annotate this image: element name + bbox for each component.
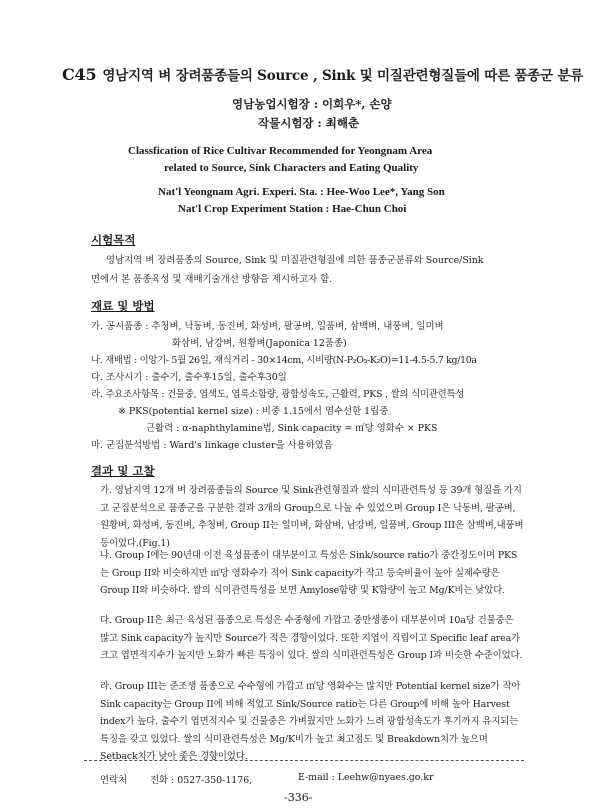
paper-title: [62, 64, 583, 84]
heading-results: 결과 및 고찰: [91, 464, 155, 478]
author-en-1: Nat'l Yeongnam Agri. Experi. Sta. : Hee-Woo Lee*, Yang Son: [158, 186, 445, 198]
materials-line-6: ※ PKS(potential kernel size) : 비중 1.15에서 염수선한 1립중: [118, 406, 389, 417]
heading-materials: 재료 및 방법: [91, 299, 155, 313]
contact-label: 연락처: [100, 775, 128, 786]
results-paragraph-4: 라. Group III는 준조생 품종으로 수수형에 가깝고 ㎡당 영화수는 많지만 Potential kernel size가 작아 Sink capacity는 Group II에 비해 적었고 Sink/Source ratio는 다른 Group에 비해 높아 Harvest index가 높다. 출수기 엽면적지수 및 건물중은 가벼웠지만 노화가 느려 광합성속도가 후기까지 유지되는 특징을 갖고 있었다. 쌀의 식미관련특성은 Mg/K비가 높고 최고점도 및 Breakdown치가 높으며 Setback치가 낮아 좋은 경향이었다.: [100, 681, 521, 762]
results-paragraph-1: 가. 영남지역 12개 벼 장려품종들의 Source 및 Sink관련형질과 쌀의 식미관련특성 등 39개 형질을 가지고 군집분석으로 품종군을 구분한 결과 3개의 Group으로 나눌 수 있었으며 Group I은 낙동벼, 팔공벼, 원황벼, 화성벼, 동진벼, 추청벼, Group II는 일미벼, 화삼벼, 남강벼, 일품벼, Group III은 삼백벼,내풍벼 등이었다.(Fig.1): [100, 485, 524, 549]
contact-phone: 전화 : 0527-350-1176,: [150, 775, 253, 786]
title-text: 영남지역 벼 장려품종들의 Source , Sink 및 미질관련형질들에 따른 품종군 분류: [102, 68, 584, 84]
contact-email: E-mail : Leehw@nyaes.go.kr: [298, 772, 434, 783]
materials-line-7: 근활력 : α-naphthylamine법, Sink capacity = ㎡당 영화수 × PKS: [146, 423, 438, 434]
results-paragraph-2: 나. Group I에는 90년대 이전 육성품종이 대부분이고 특성은 Sink/source ratio가 중간정도이며 PKS는 Group II와 비슷하지만 ㎡당 영화수가 적어 Sink capacity가 작고 등숙비율이 높아 실제수량은 Group II와 비슷하다. 쌀의 식미관련특성을 보면 Amylose함량 및 K함량이 높고 Mg/K비는 낮았다.: [100, 550, 518, 596]
materials-line-2: 화삼벼, 남강벼, 원황벼(Japonica 12품종): [172, 338, 347, 349]
author-en-2: Nat'l Crop Experiment Station : Hae-Chun Choi: [178, 203, 407, 215]
heading-purpose: 시험목적: [91, 233, 136, 247]
abstract-code: C45: [62, 65, 97, 84]
results-paragraph-3: 다. Group II은 최근 육성된 품종으로 특성은 수중형에 가깝고 중만생종이 대부분이며 10a당 건물중은 많고 Sink capacity가 높지만 Source가 적은 경향이었다. 또한 지엽이 직립이고 Specific leaf area가 크고 엽면적지수가 높지만 노화가 빠른 특징이 있다. 쌀의 식미관련특성은 Group I과 비슷한 수준이었다.: [100, 615, 523, 661]
title-en-2: related to Source, Sink Characters and Eating Quality: [164, 162, 419, 174]
page-number: -336-: [284, 791, 313, 804]
materials-line-5: 라. 주요조사항목 : 건물중, 엽색도, 엽록소함량, 광합성속도, 근활력, PKS , 쌀의 식미관련특성: [91, 389, 465, 400]
materials-line-1: 가. 공시품종 : 추청벼, 낙동벼, 동진벼, 화성벼, 팔공벼, 일품벼, 삼백벼, 내풍벼, 일미벼: [91, 321, 444, 332]
purpose-line-2: 면에서 본 품종육성 및 재배기술개선 방향을 제시하고자 함.: [91, 274, 333, 285]
author-ko-2: 작물시험장 : 최해춘: [258, 116, 360, 130]
materials-line-8: 마. 군집분석방법 : Ward's linkage cluster을 사용하였음: [91, 440, 333, 451]
purpose-line-1: 영남지역 벼 장려품종의 Source, Sink 및 미질관련형질에 의한 품종군분류와 Source/Sink: [106, 255, 484, 266]
materials-line-3: 나. 재배법 : 이앙기- 5월 26일, 재식거리 - 30×14cm, 시비량(N-P₂O₅-K₂O)=11-4.5-5.7 kg/10a: [91, 355, 477, 366]
author-ko-1: 영남농업시험장 : 이희우*, 손양: [232, 97, 392, 111]
divider-line: [84, 760, 524, 761]
materials-line-4: 다. 조사시기 : 출수기, 출수후15일, 출수후30일: [91, 372, 287, 383]
title-en-1: Classfication of Rice Cultivar Recommended for Yeongnam Area: [128, 145, 433, 157]
